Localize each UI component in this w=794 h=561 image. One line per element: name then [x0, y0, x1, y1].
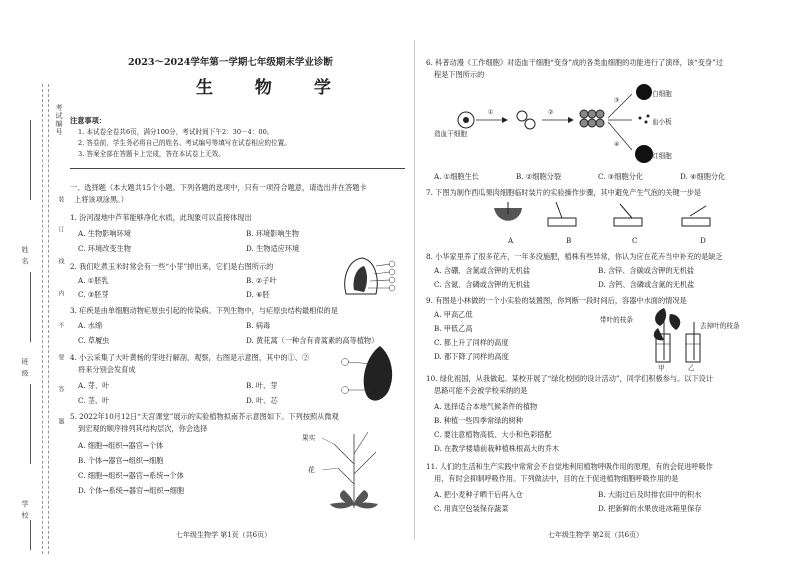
- stem-cell-figure: [436, 80, 676, 170]
- seal-char-8: 题: [57, 418, 64, 425]
- q2-option-c[interactable]: C. ③胚芽: [78, 290, 109, 299]
- footer-left: 七年级生物学 第1页（共6页）: [176, 531, 272, 539]
- svg-text:①: ①: [488, 109, 494, 116]
- q1-option-a[interactable]: A. 生物影响环境: [78, 229, 131, 238]
- q5-option-a[interactable]: A. 细胞→组织→器官→个体: [78, 441, 164, 450]
- fig5-label-fruit: 果实: [302, 434, 316, 442]
- q4-stem-2: 将来分别会发育成: [78, 365, 136, 374]
- q5-stem: 5. 2022年10月12日“天宫课堂”展示的实验植物拟南芥示意图如下。下列按照从微观: [70, 412, 339, 421]
- note-1: 1. 本试卷全卷共6页，满分100分，考试时间下午2：30－4：00。: [78, 128, 274, 136]
- q5-option-c[interactable]: C. 细胞→组织→器官→系统→个体: [78, 471, 184, 480]
- q8-option-d[interactable]: D. 含钙、含磷或含氮的无机盐: [598, 280, 695, 289]
- q10-stem: 10. 绿化祖国，从我做起。某校开展了“绿化校园的设计活动”，同学们积极参与。以下设计: [426, 374, 714, 383]
- q3-option-c[interactable]: C. 草履虫: [78, 336, 110, 345]
- q9-option-b[interactable]: B. 甲低乙高: [434, 324, 473, 333]
- q8-option-c[interactable]: C. 含氮、含磷或含钾的无机盐: [434, 280, 531, 289]
- q6-option-a[interactable]: A. ①细胞生长: [434, 172, 479, 181]
- q4-option-d[interactable]: D. 叶、芯: [246, 396, 278, 405]
- exam-no-field[interactable]: [30, 120, 31, 200]
- exam-no-label: 考试编号: [55, 104, 63, 136]
- q10-option-a[interactable]: A. 选择适合本地气候条件的植物: [434, 402, 538, 411]
- name-label: 姓 名: [21, 246, 29, 266]
- section1-heading-2: 上将该项涂黑。）: [74, 195, 128, 204]
- q7-option-b[interactable]: B: [566, 236, 572, 245]
- fig9-label-yi: 乙: [688, 364, 695, 372]
- q11-option-a[interactable]: A. 把小麦种子晒干后再入仓: [434, 490, 523, 499]
- q9-option-d[interactable]: D. 都下降了同样的高度: [434, 352, 509, 361]
- slide-steps-figure: [486, 200, 746, 234]
- q10-option-c[interactable]: C. 要注意植物高低、大小和色彩搭配: [434, 430, 552, 439]
- q11-stem: 11. 人们的生活和生产实践中常常会不自觉地利用植物呼吸作用的原理，有的会促进呼吸作: [426, 462, 713, 471]
- q6-option-b[interactable]: B. ②细胞分裂: [516, 172, 562, 181]
- q11-option-b[interactable]: B. 大雨过后及时排农田中的积水: [598, 490, 702, 499]
- page-fold: [414, 40, 415, 540]
- q8-option-a[interactable]: A. 含硼、含氮或含钾的无机盐: [434, 266, 531, 275]
- q10-option-d[interactable]: D. 在教学楼墙前栽种植株根高大的乔木: [434, 444, 560, 453]
- q2-option-d[interactable]: D. ⑥胚: [246, 290, 270, 299]
- binding-margin: [0, 0, 64, 561]
- q10-stem-2: 思路可能不会被学校采纳的是: [434, 386, 528, 395]
- svg-text:③: ③: [614, 97, 620, 104]
- cell-label-rbc: 红细胞: [652, 152, 672, 160]
- fig9-label-jia: 甲: [658, 364, 665, 372]
- exam-title: 2023～2024学年第一学期七年级期末学业诊断: [128, 57, 333, 68]
- seal-char-4: 内: [57, 290, 64, 297]
- subject-title: 生 物 学: [196, 78, 349, 98]
- q3-option-d[interactable]: D. 黄花蒿（一种含有青蒿素的高等植物）: [246, 336, 379, 345]
- q6-option-c[interactable]: C. ③细胞分化: [598, 172, 644, 181]
- page-1: [70, 0, 408, 561]
- q8-option-b[interactable]: B. 含锌、含碳或含钾的无机盐: [598, 266, 695, 275]
- q3-option-b[interactable]: B. 病毒: [246, 321, 271, 330]
- q4-option-b[interactable]: B. 叶、芽: [246, 381, 278, 390]
- q1-option-d[interactable]: D. 生物适应环境: [246, 244, 300, 253]
- bud-figure: [340, 342, 402, 406]
- q4-option-a[interactable]: A. 芽、叶: [78, 381, 110, 390]
- binding-dashed-line: [48, 84, 49, 554]
- q7-option-c[interactable]: C: [632, 236, 638, 245]
- q11-stem-2: 用，有时会抑制呼吸作用。下列做法中，目的在于促进植物细胞呼吸作用的是: [434, 474, 679, 483]
- fig5-label-flower: 花: [308, 466, 315, 474]
- q10-option-b[interactable]: B. 种植一些四季常绿的树种: [434, 416, 523, 425]
- name-field[interactable]: [30, 272, 31, 342]
- corn-kernel-figure: [340, 254, 398, 300]
- notes-heading: 注意事项：: [70, 116, 106, 125]
- q11-option-c[interactable]: C. 用真空包装保存蔬菜: [434, 504, 509, 513]
- q7-stem: 7. 下图为制作西瓜果肉细胞临时装片的实验操作步骤，其中避免产生气泡的关键一步是: [426, 188, 702, 197]
- binding-dashed-line-2: [42, 84, 43, 554]
- seal-char-1: 装: [57, 196, 64, 203]
- transpiration-figure: [636, 304, 712, 364]
- note-3: 3. 答案全部在答题卡上完成，答在本试卷上无效。: [78, 150, 225, 158]
- q2-option-a[interactable]: A. ①胚乳: [78, 276, 109, 285]
- q7-option-a[interactable]: A: [508, 236, 514, 245]
- seal-char-5: 不: [57, 322, 64, 329]
- q8-stem: 8. 小华家里养了很多花卉，一年多没施肥，植株有些异常，你认为应在花卉当中补充的是缺乏: [426, 252, 723, 261]
- footer-right: 七年级生物学 第2页（共6页）: [548, 531, 644, 539]
- fig9-label-with-leaves: 带叶的枝条: [600, 316, 633, 324]
- q1-option-c[interactable]: C. 环境改变生物: [78, 244, 131, 253]
- cell-label-wbc: 白细胞: [652, 90, 672, 98]
- q5-option-d[interactable]: D. 个体→系统→器官→组织→细胞: [78, 486, 185, 495]
- q5-stem-2: 到宏观的顺序排列其结构层次，你会选择: [78, 424, 208, 433]
- q2-stem: 2. 我们吃煮玉米时常会有一些“小芽”掉出来，它们是右图所示的: [70, 262, 274, 271]
- q9-stem: 9. 有图是小林做的一个小实验的装置图，你判断一段时间后，容器中水面的情况是: [426, 296, 687, 305]
- q3-stem: 3. 疟疾是由单细胞动物疟原虫引起的传染病。下列生物中，与疟原虫结构最相似的是: [70, 306, 338, 315]
- seal-char-2: 订: [57, 226, 64, 233]
- q4-option-c[interactable]: C. 茎、叶: [78, 396, 110, 405]
- section1-heading: 一、选择题（本大题共15个小题。下列各题的选项中，只有一项符合题意，请选出并在答题卡: [70, 183, 367, 192]
- q6-option-d[interactable]: D. ④细胞分化: [680, 172, 726, 181]
- q3-option-a[interactable]: A. 水绵: [78, 321, 103, 330]
- fig9-label-no-leaves: 去掉叶的枝条: [700, 322, 740, 330]
- class-label: 班 级: [21, 358, 29, 378]
- school-label: 学 校: [21, 500, 29, 520]
- school-field[interactable]: [30, 520, 31, 550]
- q1-stem: 1. 汾河湿地中芦苇能够净化水质，此现象可以直接体现出: [70, 213, 252, 222]
- q6-stem-2: 程是下图所示的: [434, 70, 485, 79]
- svg-text:④: ④: [614, 141, 620, 148]
- q2-option-b[interactable]: B. ②子叶: [246, 276, 277, 285]
- cell-label-platelet: 血小板: [652, 118, 672, 126]
- svg-text:②: ②: [548, 109, 554, 116]
- q11-option-d[interactable]: D. 把新鲜的水果放进冰箱里保存: [598, 504, 702, 513]
- page-2: [426, 0, 786, 561]
- seal-char-6: 要: [57, 354, 64, 361]
- class-field[interactable]: [30, 384, 31, 464]
- q9-option-a[interactable]: A. 甲高乙低: [434, 310, 473, 319]
- seal-char-3: 线: [57, 258, 64, 265]
- q1-option-b[interactable]: B. 环境影响生物: [246, 229, 299, 238]
- arabidopsis-figure: [310, 424, 400, 510]
- notes-divider: [70, 168, 405, 169]
- q4-stem: 4. 小云采集了大叶黄杨的芽进行解剖，观察，右图是示意图，其中的①、②: [70, 353, 310, 362]
- q9-option-c[interactable]: C. 都上升了同样的高度: [434, 338, 509, 347]
- q5-option-b[interactable]: B. 个体→器官→组织→细胞: [78, 456, 164, 465]
- note-2: 2. 答卷前，学生务必将自己的姓名、考试编号等填写在试卷相应的位置。: [78, 139, 291, 147]
- stem-cell-label: 造血干细胞: [434, 130, 467, 138]
- q7-option-d[interactable]: D: [700, 236, 706, 245]
- q6-stem: 6. 科普动漫《工作细胞》对造血干细胞“变身”成的各类血细胞的功能进行了演绎，该“变身”过: [426, 58, 723, 67]
- seal-char-7: 答: [57, 386, 64, 393]
